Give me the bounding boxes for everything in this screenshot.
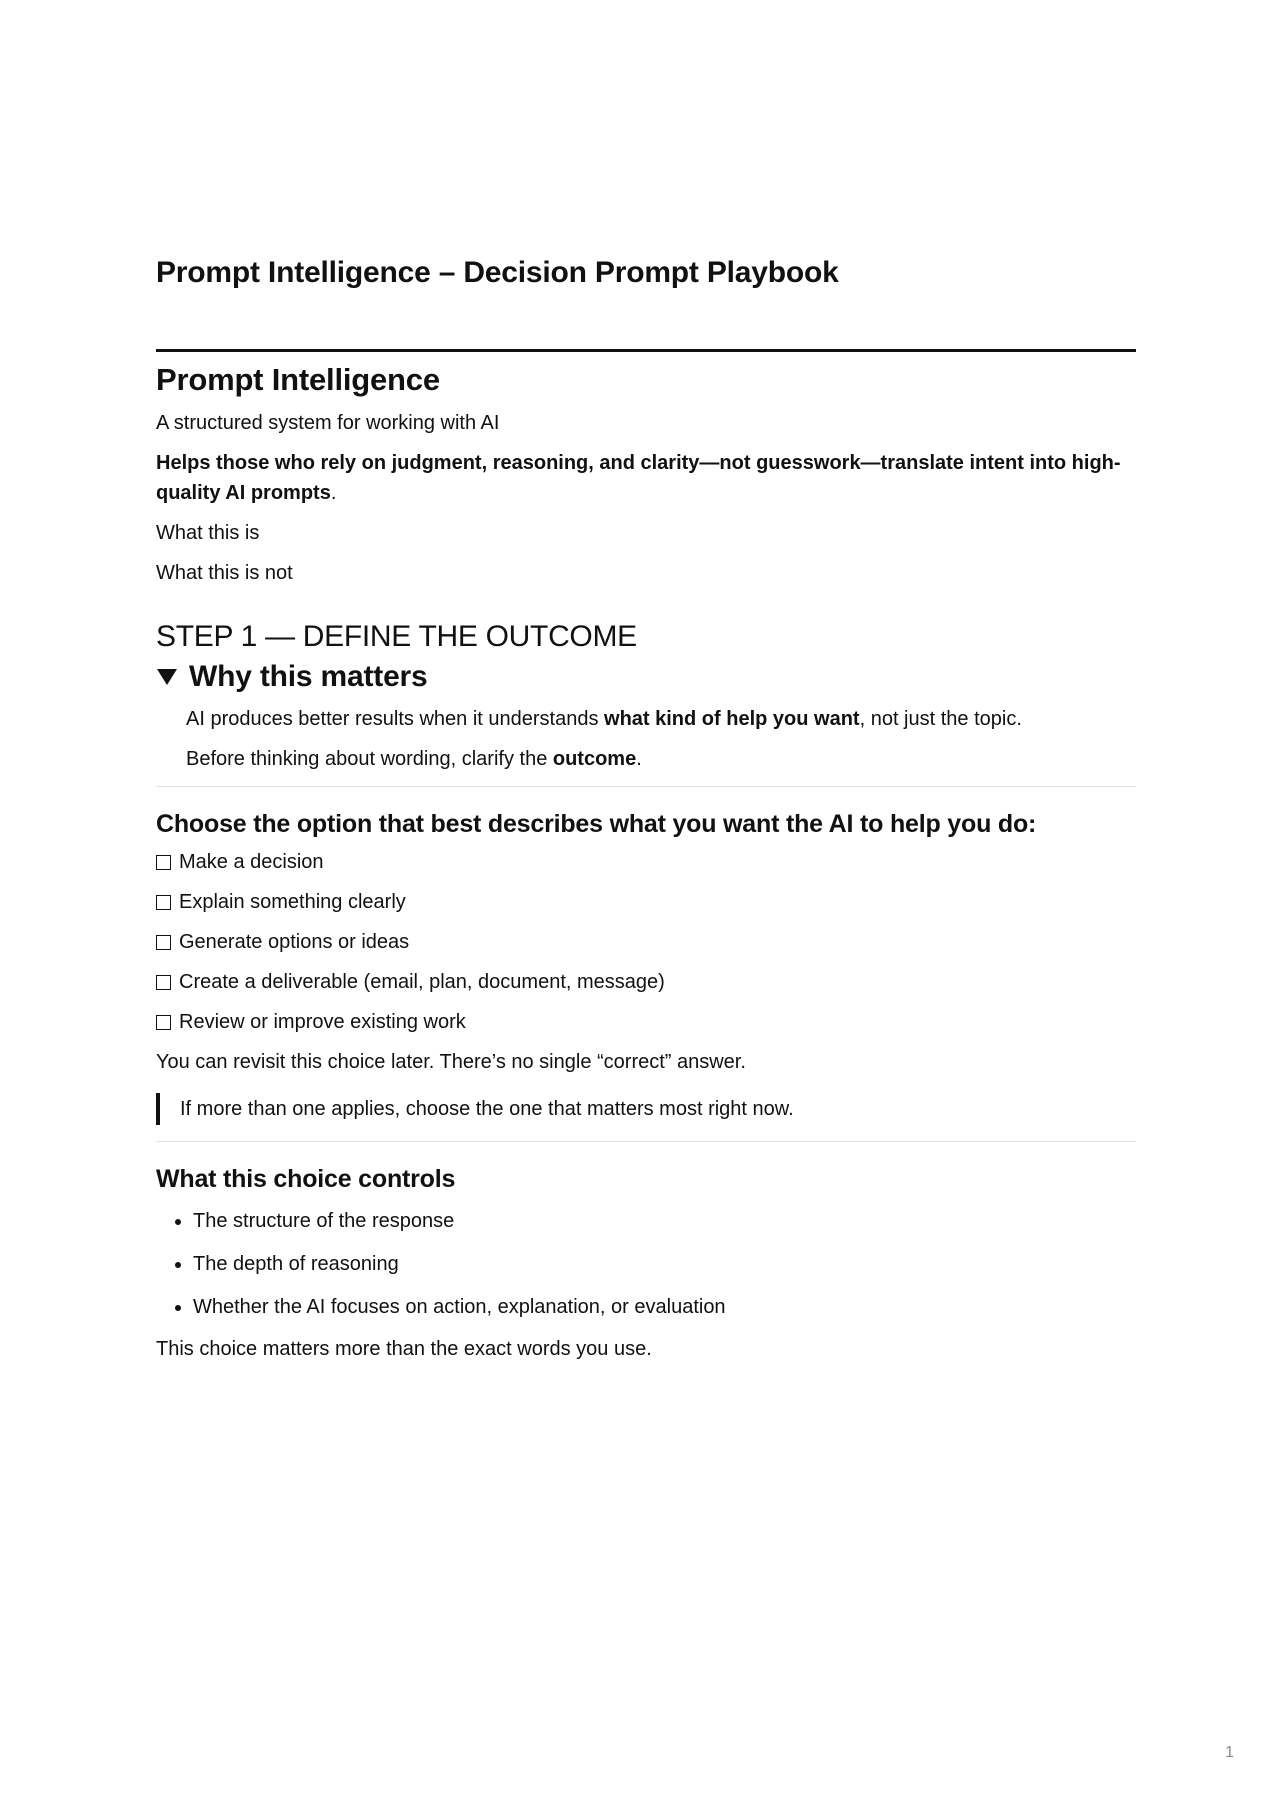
choice-note: You can revisit this choice later. There’s no single “correct” answer.	[156, 1051, 746, 1073]
toggle-paragraph-1	[186, 704, 1136, 734]
intro-subtitle: A structured system for working with AI	[156, 412, 500, 434]
option-review[interactable]	[156, 1007, 1136, 1037]
toggle-paragraph-2	[186, 744, 1136, 774]
intro-statement	[156, 448, 1136, 508]
checkbox-icon[interactable]	[156, 1015, 171, 1030]
toggle-content	[156, 704, 1136, 774]
text-span: Before thinking about wording, clarify the	[186, 748, 553, 770]
bold-span: what kind of help you want	[604, 708, 860, 730]
section-divider	[156, 786, 1136, 787]
controls-list	[156, 1206, 1136, 1322]
page-number: 1	[1225, 1744, 1234, 1761]
intro-heading: Prompt Intelligence	[156, 362, 440, 397]
option-generate[interactable]	[156, 927, 1136, 957]
text-span: AI produces better results when it understands	[186, 708, 605, 730]
list-item: • The depth of reasoning	[193, 1249, 1136, 1279]
list-item: • The structure of the response	[193, 1206, 1136, 1236]
checkbox-icon[interactable]	[156, 895, 171, 910]
option-deliverable[interactable]	[156, 967, 1136, 997]
controls-heading: What this choice controls	[156, 1165, 456, 1193]
list-item: • Whether the AI focuses on action, explanation, or evaluation	[193, 1292, 1136, 1322]
callout-quote	[156, 1093, 1136, 1125]
choose-heading: Choose the option that best describes what you want the AI to help you do:	[156, 810, 1037, 838]
bold-span: outcome	[552, 748, 637, 770]
controls-footer: This choice matters more than the exact words you use.	[156, 1338, 652, 1360]
quote-text: If more than one applies, choose the one that matters most right now.	[180, 1098, 794, 1120]
section-divider	[156, 1141, 1136, 1142]
checkbox-icon[interactable]	[156, 855, 171, 870]
triangle-down-icon[interactable]	[157, 669, 177, 685]
why-this-matters-toggle[interactable]	[156, 658, 1136, 696]
what-this-is-not-link[interactable]: What this is not	[156, 562, 293, 584]
option-label: Explain something clearly	[179, 891, 406, 913]
toggle-title: Why this matters	[189, 660, 428, 693]
document-title: Prompt Intelligence – Decision Prompt Playbook	[156, 256, 839, 289]
option-explain[interactable]	[156, 887, 1136, 917]
option-label: Generate options or ideas	[179, 931, 410, 953]
title-underline-divider	[156, 349, 1136, 352]
intro-statement-bold: Helps those who rely on judgment, reasoning, and clarity—not guesswork—translate intent into high-quality AI prompts	[156, 452, 1121, 504]
option-make-decision[interactable]	[156, 847, 1136, 877]
text-span: , not just the topic.	[859, 708, 1022, 730]
option-label: Create a deliverable (email, plan, document, message)	[179, 971, 665, 993]
checkbox-icon[interactable]	[156, 935, 171, 950]
text-span: .	[636, 748, 642, 770]
option-label: Review or improve existing work	[179, 1011, 466, 1033]
quote-bar	[156, 1093, 160, 1125]
what-this-is-link[interactable]: What this is	[156, 522, 260, 544]
document-body	[156, 360, 1136, 1364]
step1-heading: STEP 1 — DEFINE THE OUTCOME	[156, 620, 637, 653]
intro-statement-end: .	[330, 482, 337, 504]
checkbox-icon[interactable]	[156, 975, 171, 990]
option-label: Make a decision	[179, 851, 324, 873]
